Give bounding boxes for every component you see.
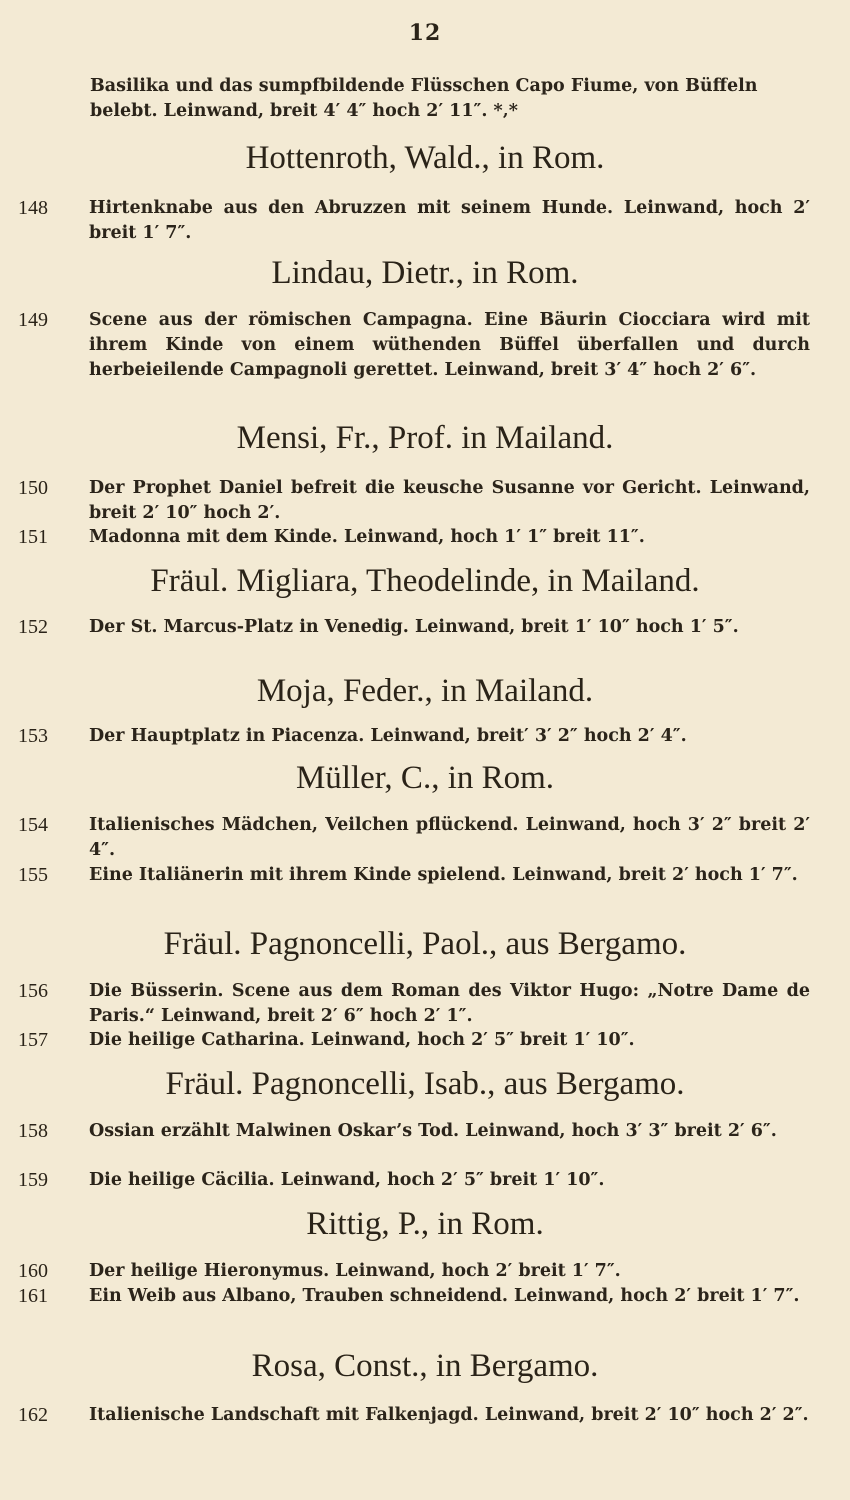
entry-text: Der Hauptplatz in Piacenza. Leinwand, breit′ 3′ 2″ hoch 2′ 4″. <box>89 726 687 746</box>
entry-text: Die Büsserin. Scene aus dem Roman des Viktor Hugo: „Notre Dame de Paris.“ Leinwand, breit 2′ 6″ hoch 2′ 1″. <box>89 981 810 1026</box>
entry-number: 148 <box>18 197 48 219</box>
artist-heading: Fräul. Pagnoncelli, Isab., aus Bergamo. <box>165 1066 685 1102</box>
entry-number: 159 <box>18 1169 48 1191</box>
entry-number: 150 <box>18 477 48 499</box>
entry-text: Eine Italiänerin mit ihrem Kinde spielend. Leinwand, breit 2′ hoch 1′ 7″. <box>89 865 798 885</box>
entry-text: Ein Weib aus Albano, Trauben schneidend. Leinwand, hoch 2′ breit 1′ 7″. <box>89 1286 800 1306</box>
entry-text: Madonna mit dem Kinde. Leinwand, hoch 1′ 1″ breit 11″. <box>89 527 645 547</box>
entry-number: 151 <box>18 526 48 548</box>
entry-text: Ossian erzählt Malwinen Oskar’s Tod. Leinwand, hoch 3′ 3″ breit 2′ 6″. <box>89 1121 777 1141</box>
entry-number: 155 <box>18 864 48 886</box>
entry-number: 161 <box>18 1285 48 1307</box>
entry-text: Der St. Marcus-Platz in Venedig. Leinwand, breit 1′ 10″ hoch 1′ 5″. <box>89 617 739 637</box>
entry-text: Die heilige Catharina. Leinwand, hoch 2′ 5″ breit 1′ 10″. <box>89 1030 635 1050</box>
entry-text: Der Prophet Daniel befreit die keusche Susanne vor Gericht. Leinwand, breit 2′ 10″ hoch 2′. <box>89 478 810 523</box>
entry-number: 154 <box>18 814 48 836</box>
entry-number: 158 <box>18 1120 48 1142</box>
page-number: 12 <box>408 20 442 46</box>
continuation-text: Basilika und das sumpfbildende Flüsschen Capo Fiume, von Büffeln belebt. Leinwand, breit 4′ 4″ hoch 2′ 11″. *‚* <box>90 76 758 121</box>
artist-heading: Hottenroth, Wald., in Rom. <box>245 140 605 176</box>
entry-text: Der heilige Hieronymus. Leinwand, hoch 2′ breit 1′ 7″. <box>89 1261 621 1281</box>
entry-number: 153 <box>18 725 48 747</box>
artist-heading: Moja, Feder., in Mailand. <box>256 673 594 709</box>
entry-text: Italienische Landschaft mit Falkenjagd. Leinwand, breit 2′ 10″ hoch 2′ 2″. <box>89 1405 809 1425</box>
entry-text: Die heilige Cäcilia. Leinwand, hoch 2′ 5″ breit 1′ 10″. <box>89 1170 605 1190</box>
entry-text: Italienisches Mädchen, Veilchen pflückend. Leinwand, hoch 3′ 2″ breit 2′ 4″. <box>89 815 810 860</box>
entry-text: Scene aus der römischen Campagna. Eine Bäurin Ciocciara wird mit ihrem Kinde von einem wüthenden Büffel überfallen und durch herbeieilende Campagnoli gerettet. Leinwand, breit 3′ 4″ hoch 2′ 6″. <box>89 310 810 380</box>
artist-heading: Fräul. Pagnoncelli, Paol., aus Bergamo. <box>163 926 687 962</box>
entry-text: Hirtenknabe aus den Abruzzen mit seinem Hunde. Leinwand, hoch 2′ breit 1′ 7″. <box>89 198 810 243</box>
entry-number: 156 <box>18 980 48 1002</box>
artist-heading: Fräul. Migliara, Theodelinde, in Mailand. <box>150 563 700 599</box>
artist-heading: Rittig, P., in Rom. <box>306 1206 544 1242</box>
artist-heading: Rosa, Const., in Bergamo. <box>251 1348 599 1384</box>
entry-number: 157 <box>18 1029 48 1051</box>
entry-number: 160 <box>18 1260 48 1282</box>
entry-number: 149 <box>18 309 48 331</box>
artist-heading: Müller, C., in Rom. <box>295 760 555 796</box>
artist-heading: Lindau, Dietr., in Rom. <box>271 255 579 291</box>
artist-heading: Mensi, Fr., Prof. in Mailand. <box>236 420 614 456</box>
entry-number: 152 <box>18 616 48 638</box>
entry-number: 162 <box>18 1404 48 1426</box>
